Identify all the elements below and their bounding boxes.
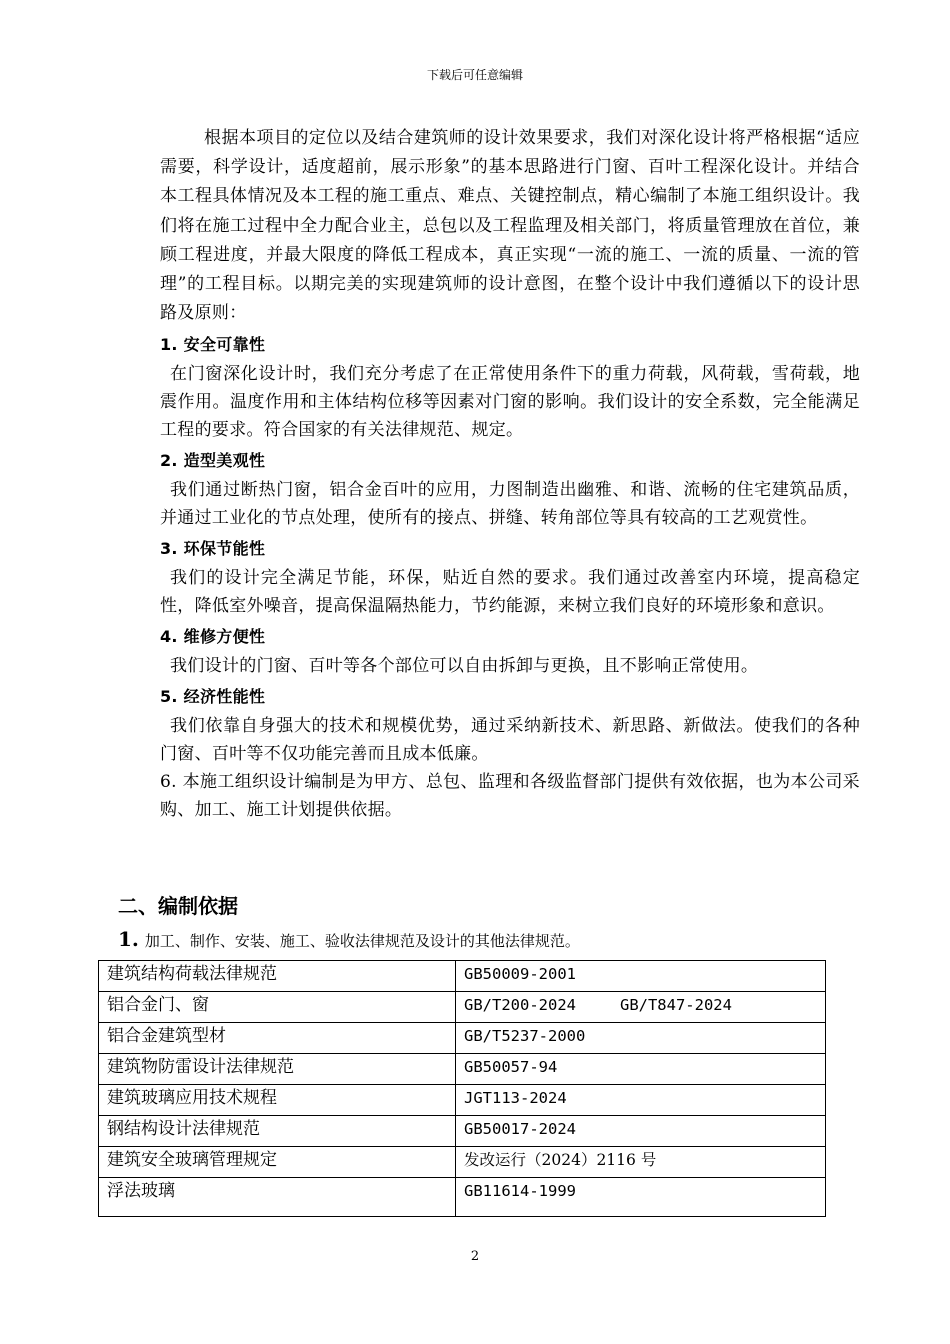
standard-code bbox=[456, 961, 826, 992]
principle-heading-3: 3. 环保节能性 bbox=[160, 539, 266, 559]
code-text: GB50017-2024 bbox=[464, 1120, 576, 1138]
principle-body-3: 我们的设计完全满足节能，环保，贴近自然的要求。我们通过改善室内环境，提高稳定性，降低室外噪音，提高保温隔热能力，节约能源，来树立我们良好的环境形象和意识。 bbox=[160, 568, 860, 617]
principle-heading-4: 4. 维修方便性 bbox=[160, 627, 266, 647]
principle-heading-5: 5. 经济性能性 bbox=[160, 687, 266, 707]
code-text: GB50009-2001 bbox=[464, 965, 576, 983]
code-text: GB50057-94 bbox=[464, 1058, 558, 1076]
standard-code bbox=[456, 1023, 826, 1054]
code-text: GB11614-1999 bbox=[464, 1182, 576, 1200]
standard-code bbox=[456, 992, 826, 1023]
section-subheading bbox=[118, 927, 580, 951]
standard-code bbox=[456, 1178, 826, 1217]
standard-name: 钢结构设计法律规范 bbox=[99, 1116, 456, 1147]
principle-heading-1: 1. 安全可靠性 bbox=[160, 335, 266, 355]
principle-body-1: 在门窗深化设计时，我们充分考虑了在正常使用条件下的重力荷载，风荷载，雪荷载，地震作用。温度作用和主体结构位移等因素对门窗的影响。我们设计的安全系数，完全能满足工程的要求。符合国家的有关法律规范、规定。 bbox=[160, 364, 860, 441]
subheading-text: 加工、制作、安装、施工、验收法律规范及设计的其他法律规范。 bbox=[144, 932, 580, 950]
standard-code bbox=[456, 1147, 826, 1178]
table-row bbox=[99, 961, 826, 992]
code-text: GB/T5237-2000 bbox=[464, 1027, 586, 1045]
table-row bbox=[99, 1023, 826, 1054]
standard-name: 铝合金建筑型材 bbox=[99, 1023, 456, 1054]
standard-name: 铝合金门、窗 bbox=[99, 992, 456, 1023]
table-row bbox=[99, 1116, 826, 1147]
principle-body-4: 我们设计的门窗、百叶等各个部位可以自由拆卸与更换，且不影响正常使用。 bbox=[170, 656, 759, 677]
code-text-2: GB/T847-2024 bbox=[619, 996, 732, 1014]
standards-table bbox=[98, 960, 826, 1217]
standard-name: 浮法玻璃 bbox=[99, 1178, 456, 1217]
standard-name: 建筑物防雷设计法律规范 bbox=[99, 1054, 456, 1085]
code-text: JGT113-2024 bbox=[464, 1089, 567, 1107]
principle-heading-2: 2. 造型美观性 bbox=[160, 451, 266, 471]
table-row bbox=[99, 1147, 826, 1178]
page-number: 2 bbox=[470, 1249, 480, 1264]
standard-name: 建筑安全玻璃管理规定 bbox=[99, 1147, 456, 1178]
code-text: 发改运行（2024）2116 号 bbox=[464, 1151, 657, 1169]
standard-code bbox=[456, 1054, 826, 1085]
table-row bbox=[99, 1178, 826, 1217]
document-body bbox=[160, 124, 860, 824]
item-6-paragraph: 6. 本施工组织设计编制是为甲方、总包、监理和各级监督部门提供有效依据，也为本公司采购、加工、施工计划提供依据。 bbox=[160, 772, 860, 821]
table-row bbox=[99, 1054, 826, 1085]
subheading-number: 1. bbox=[118, 927, 139, 951]
standard-name: 建筑玻璃应用技术规程 bbox=[99, 1085, 456, 1116]
code-text: GB/T200-2024 bbox=[464, 996, 576, 1014]
standard-code bbox=[456, 1085, 826, 1116]
section-title: 二、编制依据 bbox=[118, 894, 238, 918]
table-row bbox=[99, 1085, 826, 1116]
standard-name: 建筑结构荷载法律规范 bbox=[99, 961, 456, 992]
principle-body-5: 我们依靠自身强大的技术和规模优势，通过采纳新技术、新思路、新做法。使我们的各种门窗、百叶等不仅功能完善而且成本低廉。 bbox=[160, 716, 860, 765]
standard-code bbox=[456, 1116, 826, 1147]
table-row bbox=[99, 992, 826, 1023]
intro-paragraph: 根据本项目的定位以及结合建筑师的设计效果要求，我们对深化设计将严格根据“适应需要，科学设计，适度超前，展示形象”的基本思路进行门窗、百叶工程深化设计。并结合本工程具体情况及本工程的施工重点、难点、关键控制点，精心编制了本施工组织设计。我们将在施工过程中全力配合业主，总包以及工程监理及相关部门，将质量管理放在首位，兼顾工程进度，并最大限度的降低工程成本，真正实现“一流的施工、一流的质量、一流的管理”的工程目标。以期完美的实现建筑师的设计意图，在整个设计中我们遵循以下的设计思路及原则： bbox=[160, 128, 860, 324]
page-header: 下载后可任意编辑 bbox=[426, 68, 523, 82]
principle-body-2: 我们通过断热门窗，铝合金百叶的应用，力图制造出幽雅、和谐、流畅的住宅建筑品质，并通过工业化的节点处理，使所有的接点、拼缝、转角部位等具有较高的工艺观赏性。 bbox=[160, 480, 860, 529]
